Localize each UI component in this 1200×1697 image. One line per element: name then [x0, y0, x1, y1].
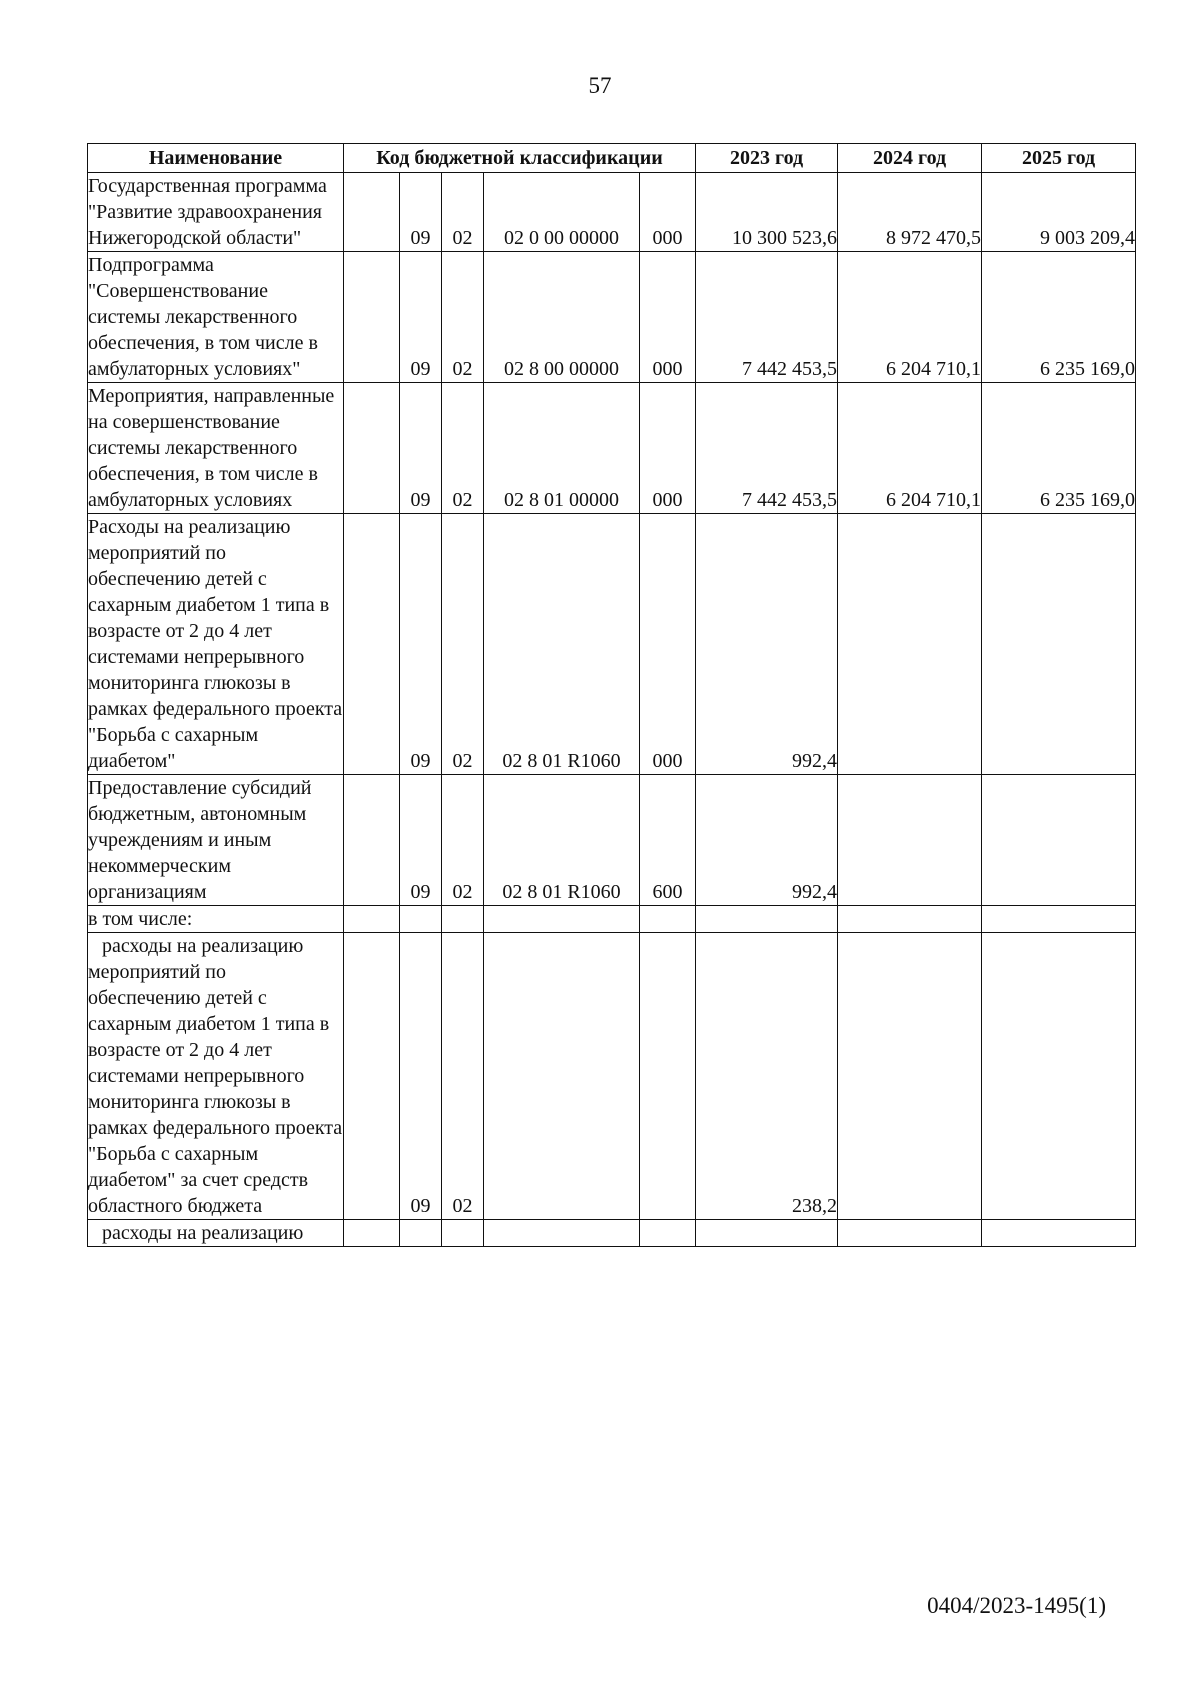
code-cell-2 — [400, 906, 442, 933]
code-cell-2: 09 — [400, 173, 442, 252]
value-2023 — [696, 1220, 838, 1247]
row-name: Подпрограмма "Совершенствование системы лекарственного обеспечения, в том числе в амбулаторных условиях" — [88, 252, 344, 383]
code-cell-3: 02 — [442, 514, 484, 775]
code-cell-5: 000 — [640, 514, 696, 775]
code-cell-4: 02 8 01 00000 — [484, 383, 640, 514]
table-row — [88, 775, 1136, 906]
value-2023: 7 442 453,5 — [696, 383, 838, 514]
code-cell-4: 02 8 01 R1060 — [484, 514, 640, 775]
table-header-row — [88, 144, 1136, 173]
code-cell-2 — [400, 1220, 442, 1247]
code-cell-2: 09 — [400, 383, 442, 514]
code-cell-2: 09 — [400, 514, 442, 775]
budget-table — [87, 143, 1136, 1247]
value-2023: 7 442 453,5 — [696, 252, 838, 383]
code-cell-3 — [442, 906, 484, 933]
code-cell-3 — [442, 1220, 484, 1247]
table-row — [88, 383, 1136, 514]
code-cell-5 — [640, 906, 696, 933]
code-cell-4: 02 8 00 00000 — [484, 252, 640, 383]
table-row — [88, 514, 1136, 775]
value-2025 — [982, 775, 1136, 906]
code-cell-5: 600 — [640, 775, 696, 906]
row-name: расходы на реализацию мероприятий по обеспечению детей с сахарным диабетом 1 типа в возрасте от 2 до 4 лет системами непрерывного мониторинга глюкозы в рамках федерального проекта "Борьба с сахарным диабетом" за счет средств областного бюджета — [88, 933, 344, 1220]
value-2024: 6 204 710,1 — [838, 383, 982, 514]
value-2024: 6 204 710,1 — [838, 252, 982, 383]
table-row — [88, 173, 1136, 252]
page-number: 57 — [588, 73, 612, 98]
code-cell-1 — [344, 775, 400, 906]
code-cell-1 — [344, 514, 400, 775]
value-2025: 6 235 169,0 — [982, 252, 1136, 383]
code-cell-5: 000 — [640, 252, 696, 383]
code-cell-4 — [484, 933, 640, 1220]
value-2024: 8 972 470,5 — [838, 173, 982, 252]
code-cell-3: 02 — [442, 383, 484, 514]
code-cell-5: 000 — [640, 383, 696, 514]
value-2023: 992,4 — [696, 775, 838, 906]
value-2024 — [838, 1220, 982, 1247]
table-row — [88, 933, 1136, 1220]
code-cell-3: 02 — [442, 775, 484, 906]
code-cell-5 — [640, 933, 696, 1220]
row-name: в том числе: — [88, 906, 344, 933]
code-cell-5: 000 — [640, 173, 696, 252]
code-cell-2: 09 — [400, 933, 442, 1220]
code-cell-3: 02 — [442, 933, 484, 1220]
row-name: Предоставление субсидий бюджетным, автономным учреждениям и иным некоммерческим организациям — [88, 775, 344, 906]
value-2023: 238,2 — [696, 933, 838, 1220]
value-2023: 10 300 523,6 — [696, 173, 838, 252]
value-2025 — [982, 933, 1136, 1220]
code-cell-4 — [484, 906, 640, 933]
row-name: Государственная программа "Развитие здравоохранения Нижегородской области" — [88, 173, 344, 252]
value-2024 — [838, 514, 982, 775]
header-2024: 2024 год — [838, 144, 982, 173]
header-name: Наименование — [88, 144, 344, 173]
value-2025 — [982, 906, 1136, 933]
code-cell-4 — [484, 1220, 640, 1247]
value-2025 — [982, 1220, 1136, 1247]
table-row — [88, 252, 1136, 383]
code-cell-1 — [344, 933, 400, 1220]
code-cell-4: 02 0 00 00000 — [484, 173, 640, 252]
code-cell-5 — [640, 1220, 696, 1247]
row-name: Расходы на реализацию мероприятий по обеспечению детей с сахарным диабетом 1 типа в возрасте от 2 до 4 лет системами непрерывного мониторинга глюкозы в рамках федерального проекта "Борьба с сахарным диабетом" — [88, 514, 344, 775]
table-row — [88, 1220, 1136, 1247]
code-cell-1 — [344, 383, 400, 514]
value-2024 — [838, 933, 982, 1220]
value-2024 — [838, 775, 982, 906]
code-cell-1 — [344, 252, 400, 383]
value-2023 — [696, 906, 838, 933]
value-2025 — [982, 514, 1136, 775]
code-cell-3: 02 — [442, 252, 484, 383]
header-2023: 2023 год — [696, 144, 838, 173]
value-2024 — [838, 906, 982, 933]
code-cell-1 — [344, 173, 400, 252]
value-2025: 9 003 209,4 — [982, 173, 1136, 252]
value-2023: 992,4 — [696, 514, 838, 775]
row-name: Мероприятия, направленные на совершенствование системы лекарственного обеспечения, в том числе в амбулаторных условиях — [88, 383, 344, 514]
code-cell-2: 09 — [400, 775, 442, 906]
code-cell-1 — [344, 1220, 400, 1247]
header-2025: 2025 год — [982, 144, 1136, 173]
table-row — [88, 906, 1136, 933]
code-cell-2: 09 — [400, 252, 442, 383]
row-name: расходы на реализацию — [88, 1220, 344, 1247]
value-2025: 6 235 169,0 — [982, 383, 1136, 514]
code-cell-1 — [344, 906, 400, 933]
header-budget-code: Код бюджетной классификации — [344, 144, 696, 173]
code-cell-3: 02 — [442, 173, 484, 252]
document-registration-number: 0404/2023-1495(1) — [927, 1593, 1106, 1618]
code-cell-4: 02 8 01 R1060 — [484, 775, 640, 906]
